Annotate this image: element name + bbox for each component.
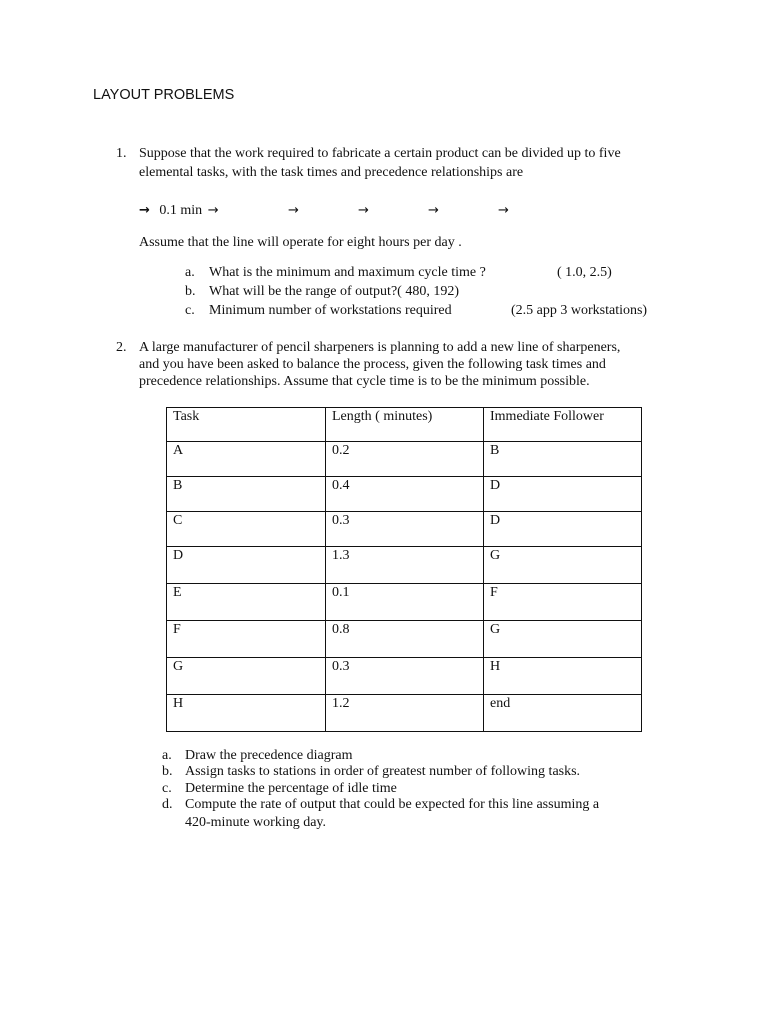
q2-text-line2: and you have been asked to balance the process, given the following task times and xyxy=(139,357,606,372)
table-cell: D xyxy=(484,477,642,512)
table-header-cell: Task xyxy=(167,408,326,442)
table-cell: F xyxy=(484,584,642,621)
q1-item-b-text: What will be the range of output?( 480, 192) xyxy=(209,284,459,299)
task-table xyxy=(166,407,642,732)
table-cell: end xyxy=(484,695,642,732)
q2-item-b-letter: b. xyxy=(162,764,173,779)
q1-item-c-text: Minimum number of workstations required xyxy=(209,303,452,318)
q1-number: 1. xyxy=(116,146,127,161)
table-cell: 0.3 xyxy=(326,658,484,695)
arrow-right-icon: → xyxy=(358,203,369,218)
table-row xyxy=(167,547,642,584)
table-header-row xyxy=(167,408,642,442)
table-row xyxy=(167,695,642,732)
table-cell: 0.4 xyxy=(326,477,484,512)
table-cell: F xyxy=(167,621,326,658)
table-cell: A xyxy=(167,442,326,477)
table-cell: 1.3 xyxy=(326,547,484,584)
q1-text-line2: elemental tasks, with the task times and precedence relationships are xyxy=(139,165,524,180)
q2-item-d-letter: d. xyxy=(162,797,173,812)
q2-text-line1: A large manufacturer of pencil sharpeners is planning to add a new line of sharpeners, xyxy=(139,340,621,355)
q2-item-a-letter: a. xyxy=(162,748,172,763)
table-cell: 0.3 xyxy=(326,512,484,547)
table-cell: B xyxy=(484,442,642,477)
table-header-cell: Length ( minutes) xyxy=(326,408,484,442)
table-row xyxy=(167,512,642,547)
q2-item-d-continuation: 420-minute working day. xyxy=(185,815,327,830)
q2-number: 2. xyxy=(116,340,127,355)
table-row xyxy=(167,621,642,658)
table-cell: D xyxy=(167,547,326,584)
flow-row xyxy=(139,203,219,219)
table-row xyxy=(167,477,642,512)
table-row xyxy=(167,442,642,477)
arrow-right-icon: → xyxy=(428,203,439,218)
q2-item-a-text: Draw the precedence diagram xyxy=(185,748,353,763)
table-cell: C xyxy=(167,512,326,547)
table-cell: G xyxy=(484,621,642,658)
table-cell: H xyxy=(484,658,642,695)
q1-text-line1: Suppose that the work required to fabricate a certain product can be divided up to five xyxy=(139,146,621,161)
table-cell: 0.2 xyxy=(326,442,484,477)
q1-item-a-letter: a. xyxy=(185,265,195,280)
flow-label: 0.1 min xyxy=(159,203,203,218)
q2-item-c-letter: c. xyxy=(162,781,172,796)
table-cell: G xyxy=(484,547,642,584)
arrow-right-icon: → xyxy=(288,203,299,218)
table-cell: 0.8 xyxy=(326,621,484,658)
table-row xyxy=(167,658,642,695)
q1-item-c-answer: (2.5 app 3 workstations) xyxy=(511,303,648,318)
arrow-right-icon: → xyxy=(207,203,219,218)
q1-item-a-text: What is the minimum and maximum cycle time ? xyxy=(209,265,486,280)
page-title: LAYOUT PROBLEMS xyxy=(93,87,235,103)
q1-item-a-answer: ( 1.0, 2.5) xyxy=(557,265,612,280)
table-cell: E xyxy=(167,584,326,621)
table-cell: B xyxy=(167,477,326,512)
q1-item-c-letter: c. xyxy=(185,303,195,318)
table-cell: D xyxy=(484,512,642,547)
q1-item-b-letter: b. xyxy=(185,284,196,299)
table-cell: 1.2 xyxy=(326,695,484,732)
table-cell: 0.1 xyxy=(326,584,484,621)
table-row xyxy=(167,584,642,621)
q1-assume: Assume that the line will operate for eight hours per day . xyxy=(139,235,462,250)
q2-item-c-text: Determine the percentage of idle time xyxy=(185,781,397,796)
table-cell: H xyxy=(167,695,326,732)
arrow-right-icon: → xyxy=(498,203,509,218)
arrow-right-icon: → xyxy=(139,203,150,218)
q2-item-b-text: Assign tasks to stations in order of greatest number of following tasks. xyxy=(185,764,581,779)
q2-text-line3: precedence relationships. Assume that cycle time is to be the minimum possible. xyxy=(139,374,590,389)
table-cell: G xyxy=(167,658,326,695)
table-header-cell: Immediate Follower xyxy=(484,408,642,442)
q2-item-d-text: Compute the rate of output that could be expected for this line assuming a xyxy=(185,797,600,812)
